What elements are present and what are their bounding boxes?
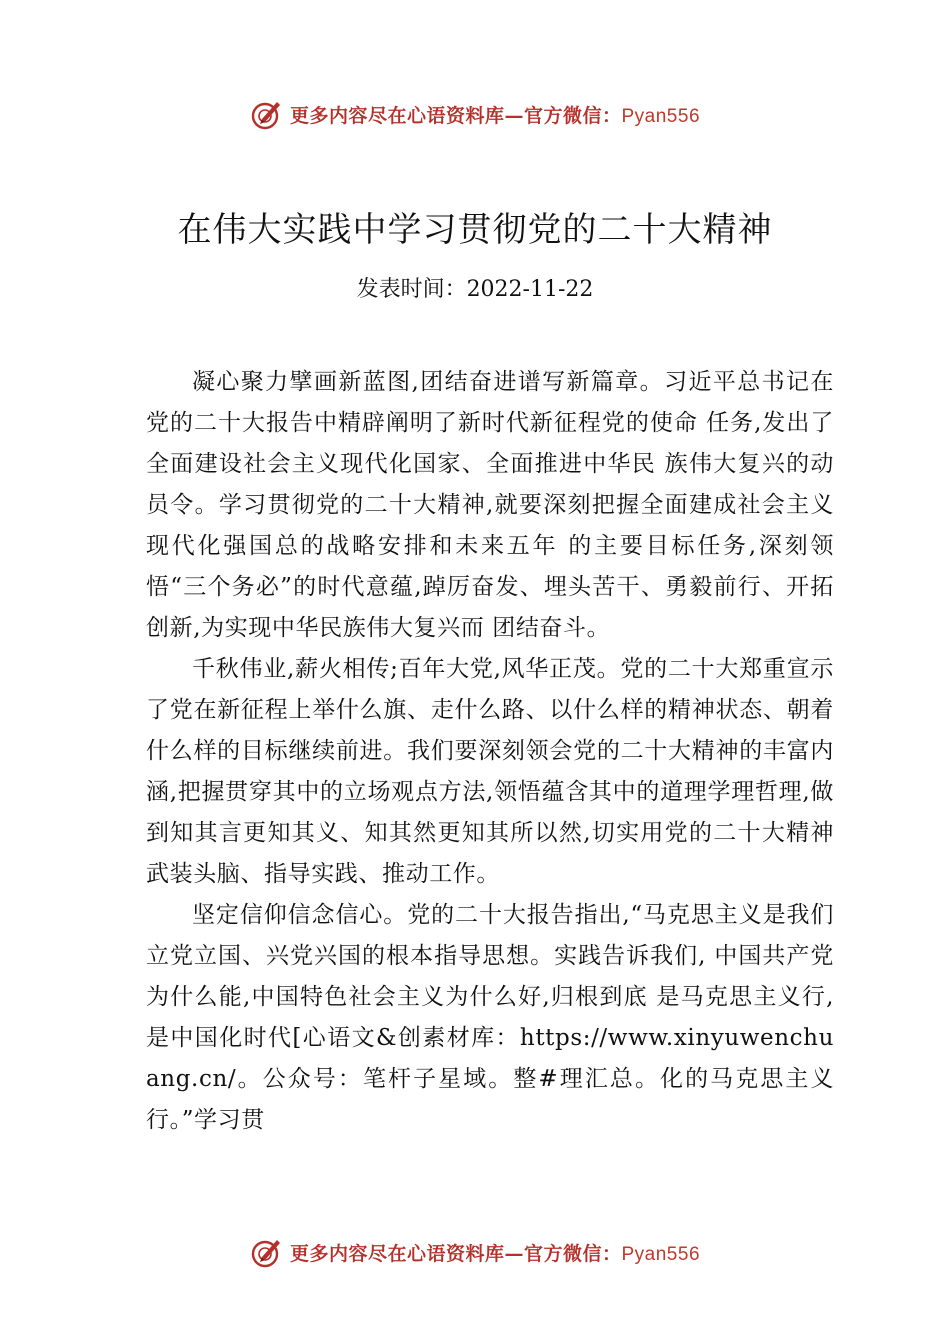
paragraph: 千秋伟业,薪火相传;百年大党,风华正茂。党的二十大郑重宣示了党在新征程上举什么旗、走什么路、以什么样的精神状态、朝着什么样的目标继续前进。我们要深刻领会党的二十大精神的丰富内涵,把握贯穿其中的立场观点方法,领悟蕴含其中的道理学理哲理,做到知其言更知其义、知其然更知其所以然,切实用党的二十大精神武装头脑、指导实践、推动工作。 [146,656,834,887]
footer-banner [0,1232,950,1272]
publish-date: 发表时间：2022-11-22 [356,277,594,302]
wechat-id: Pyan556 [621,105,701,127]
article-body [146,362,834,1141]
banner-text: 更多内容尽在心语资料库—官方微信：Pyan556 [289,104,701,127]
wechat-id: Pyan556 [621,1243,701,1265]
paragraph: 坚定信仰信念信心。党的二十大报告指出,“马克思主义是我们立党立国、兴党兴国的根本指导思想。实践告诉我们, 中国共产党为什么能,中国特色社会主义为什么好,归根到底 是马克思主义行,是中国化时代[心语文&创素材库：https://www.xinyuwenchuang.cn/。公众号：笔杆子星域。整#理汇总。化的马克思主义行。”学习贯 [146,902,834,1133]
paragraph: 凝心聚力擘画新蓝图,团结奋进谱写新篇章。习近平总书记在党的二十大报告中精辟阐明了新时代新征程党的使命 任务,发出了全面建设社会主义现代化国家、全面推进中华民 族伟大复兴的动员令。学习贯彻党的二十大精神,就要深刻把握全面建成社会主义现代化强国总的战略安排和未来五年 的主要目标任务,深刻领悟“三个务必”的时代意蕴,踔厉奋发、埋头苦干、勇毅前行、开拓创新,为实现中华民族伟大复兴而 团结奋斗。 [146,369,834,641]
header-banner [0,94,950,134]
page-title: 在伟大实践中学习贯彻党的二十大精神 [177,210,773,250]
pen-circle-icon [250,97,284,131]
banner-text: 更多内容尽在心语资料库—官方微信：Pyan556 [289,1242,701,1265]
pen-circle-icon [250,1235,284,1269]
